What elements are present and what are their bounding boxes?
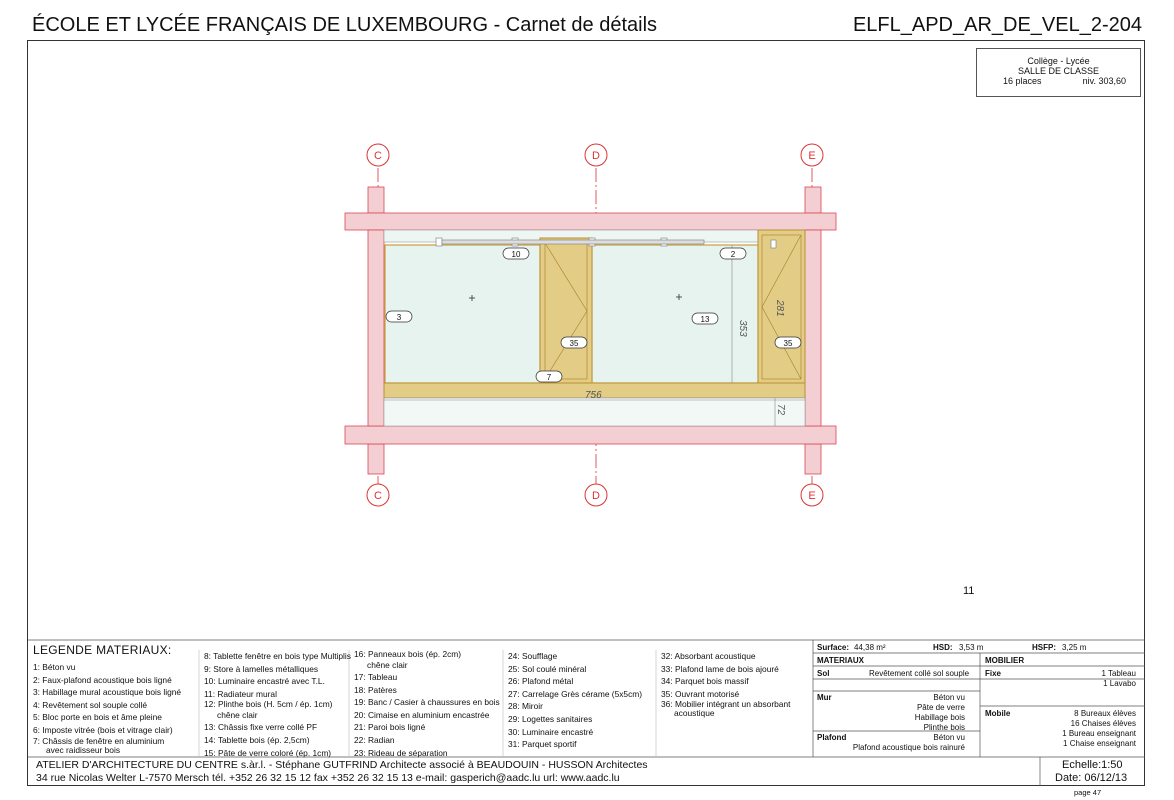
legend-item: 31: Parquet sportif bbox=[508, 739, 577, 750]
tag-3: 3 bbox=[396, 313, 402, 322]
column-e-bottom bbox=[805, 444, 821, 474]
axis-label-d-bottom: D bbox=[592, 490, 600, 502]
slab-top bbox=[345, 213, 836, 230]
mobile-value: 16 Chaises élèves bbox=[1070, 719, 1136, 728]
wall-right bbox=[805, 230, 821, 426]
legend-item: 35: Ouvrant motorisé bbox=[661, 688, 740, 699]
legend-item: 10: Luminaire encastré avec T.L. bbox=[204, 676, 325, 687]
room-number: 11 bbox=[963, 585, 975, 597]
date-label: Date: 06/12/13 bbox=[1055, 772, 1128, 784]
legend-item: 23: Rideau de séparation bbox=[354, 747, 448, 758]
plafond-values bbox=[853, 733, 965, 753]
glass-panel-right bbox=[592, 245, 758, 383]
legend-item: 33: Plafond lame de bois ajouré bbox=[661, 663, 779, 674]
mobile-value: 1 Chaise enseignant bbox=[1063, 739, 1136, 748]
plafond-label: Plafond bbox=[817, 733, 847, 742]
hsfp-label: HSFP: bbox=[1032, 643, 1056, 652]
info-level: niv. 303,60 bbox=[1082, 76, 1126, 86]
legend-item: acoustique bbox=[674, 708, 715, 719]
legend-item: 3: Habillage mural acoustique bois ligné bbox=[33, 687, 182, 698]
materiaux-header: MATERIAUX bbox=[817, 656, 864, 665]
dim-width: 756 bbox=[585, 390, 602, 401]
surface-value: 44,38 m² bbox=[854, 643, 886, 652]
mobile-values bbox=[1062, 709, 1136, 749]
legend-item: 13: Châssis fixe verre collé PF bbox=[204, 722, 318, 733]
legend-col-1 bbox=[33, 661, 181, 755]
legend-item: chêne clair bbox=[367, 660, 408, 670]
axis-label-c-top: C bbox=[374, 150, 382, 162]
slab-bottom bbox=[345, 426, 836, 444]
tag-7: 7 bbox=[546, 373, 552, 382]
scale-label: Echelle:1:50 bbox=[1062, 759, 1123, 771]
legend-item: 18: Patères bbox=[354, 684, 397, 695]
column-c-bottom bbox=[368, 444, 384, 474]
legend-col-2 bbox=[204, 650, 351, 759]
hsfp-value: 3,25 m bbox=[1062, 643, 1087, 652]
surface-label: Surface: bbox=[817, 643, 850, 652]
legend-item: 1: Béton vu bbox=[33, 662, 76, 672]
legend-item: 16: Panneaux bois (ép. 2cm) bbox=[354, 649, 462, 659]
legend-col-4 bbox=[508, 650, 642, 751]
plafond-value: Béton vu bbox=[933, 733, 965, 742]
mobilier-header: MOBILIER bbox=[985, 656, 1025, 665]
legend-item: 7: Châssis de fenêtre en aluminium bbox=[33, 735, 165, 746]
dim-sill: 72 bbox=[775, 404, 786, 416]
page-title: ÉCOLE ET LYCÉE FRANÇAIS DE LUXEMBOURG - Carnet de détails bbox=[32, 14, 658, 36]
legend-item: 22: Radian bbox=[354, 734, 395, 745]
mobile-value: 8 Bureaux élèves bbox=[1074, 709, 1136, 718]
legend-item: 34: Parquet bois massif bbox=[661, 676, 749, 687]
mur-value: Plinthe bois bbox=[923, 723, 965, 732]
legend-title: LEGENDE MATERIAUX: bbox=[33, 643, 172, 657]
legend-item: 4: Revêtement sol souple collé bbox=[33, 699, 148, 710]
fixe-value: 1 Lavabo bbox=[1103, 679, 1136, 688]
mur-value: Béton vu bbox=[933, 693, 965, 702]
legend-item: chêne clair bbox=[217, 710, 258, 721]
legend-item: 24: Soufflage bbox=[508, 651, 558, 661]
legend-item: 8: Tablette fenêtre en bois type Multiplis bbox=[204, 651, 351, 661]
mobile-value: 1 Bureau enseignant bbox=[1062, 729, 1136, 738]
hsd-value: 3,53 m bbox=[959, 643, 984, 652]
legend-item: 26: Plafond métal bbox=[508, 676, 574, 687]
sol-label: Sol bbox=[817, 669, 830, 678]
legend-item: 21: Paroi bois ligné bbox=[354, 722, 426, 733]
legend-item: 28: Miroir bbox=[508, 701, 543, 712]
mur-values bbox=[915, 693, 965, 733]
column-c-top bbox=[368, 187, 384, 213]
legend-item: 17: Tableau bbox=[354, 672, 398, 682]
legend-item: 5: Bloc porte en bois et âme pleine bbox=[33, 712, 162, 723]
mur-value: Pâte de verre bbox=[916, 703, 965, 712]
wood-door-left bbox=[540, 238, 592, 383]
legend-item: 12: Plinthe bois (H. 5cm / ép. 1cm) bbox=[204, 699, 333, 710]
wall-left bbox=[368, 230, 384, 426]
legend-item: 14: Tablette bois (ép. 2,5cm) bbox=[204, 734, 310, 745]
tag-35-right: 35 bbox=[783, 339, 793, 348]
info-places: 16 places bbox=[1003, 76, 1042, 86]
page-number: page 47 bbox=[1074, 788, 1102, 797]
tag-10: 10 bbox=[511, 250, 521, 259]
tag-2: 2 bbox=[730, 250, 736, 259]
fixe-value: 1 Tableau bbox=[1101, 669, 1136, 678]
legend-col-5 bbox=[661, 650, 790, 718]
tag-13: 13 bbox=[700, 315, 710, 324]
document-code: ELFL_APD_AR_DE_VEL_2-204 bbox=[852, 14, 1142, 36]
ceiling-light-1 bbox=[436, 238, 442, 246]
legend-item: 11: Radiateur mural bbox=[204, 688, 277, 699]
legend-item: 20: Cimaise en aluminium encastrée bbox=[354, 709, 490, 720]
dim-height: 353 bbox=[737, 320, 748, 337]
legend-item: 2: Faux-plafond acoustique bois ligné bbox=[33, 674, 172, 685]
legend-item: 19: Banc / Casier à chaussures en bois bbox=[354, 697, 500, 708]
column-e-top bbox=[805, 187, 821, 213]
legend-col-3 bbox=[354, 650, 500, 759]
light-track bbox=[442, 240, 704, 244]
footer-firm: ATELIER D'ARCHITECTURE DU CENTRE s.àr.l. - Stéphane GUTFRIND Architecte associé à BEAUDOUIN - HUSSON Architectes bbox=[36, 759, 648, 771]
axis-label-e-top: E bbox=[808, 150, 816, 162]
legend-item: 9: Store à lamelles métalliques bbox=[204, 663, 319, 674]
dim-side: 281 bbox=[774, 300, 785, 317]
fixe-label: Fixe bbox=[985, 669, 1002, 678]
tag-35-left: 35 bbox=[569, 339, 579, 348]
axis-label-e-bottom: E bbox=[808, 490, 816, 502]
mur-value: Habillage bois bbox=[914, 713, 965, 722]
legend-item: 25: Sol coulé minéral bbox=[508, 663, 587, 674]
legend-item: 6: Imposte vitrée (bois et vitrage clair) bbox=[33, 724, 173, 735]
sill-zone bbox=[384, 398, 805, 426]
plafond-value: Plafond acoustique bois rainuré bbox=[852, 743, 965, 752]
info-room-type: SALLE DE CLASSE bbox=[1017, 66, 1100, 76]
legend-item: avec raidisseur bois bbox=[46, 744, 121, 755]
axis-label-d-top: D bbox=[592, 150, 600, 162]
legend-item: 32: Absorbant acoustique bbox=[661, 651, 756, 661]
hsd-label: HSD: bbox=[933, 643, 953, 652]
axis-label-c-bottom: C bbox=[374, 490, 382, 502]
legend-item: 15: Pâte de verre coloré (ép. 1cm) bbox=[204, 747, 332, 758]
legend-item: 27: Carrelage Grès cérame (5x5cm) bbox=[508, 688, 643, 699]
mobile-label: Mobile bbox=[985, 709, 1011, 718]
legend-item: 36: Mobilier intégrant un absorbant bbox=[661, 699, 791, 710]
footer-contact: 34 rue Nicolas Welter L-7570 Mersch tél. +352 26 32 15 12 fax +352 26 32 15 13 e-mail: gasperich@aadc.lu url: www.aadc.lu bbox=[36, 772, 620, 784]
info-category: Collège - Lycée bbox=[1027, 56, 1090, 66]
mur-label: Mur bbox=[817, 693, 832, 702]
sol-value: Revêtement collé sol souple bbox=[869, 669, 970, 678]
legend-item: 29: Logettes sanitaires bbox=[508, 713, 593, 724]
legend-item: 30: Luminaire encastré bbox=[508, 726, 594, 737]
fixe-values bbox=[1101, 669, 1136, 689]
